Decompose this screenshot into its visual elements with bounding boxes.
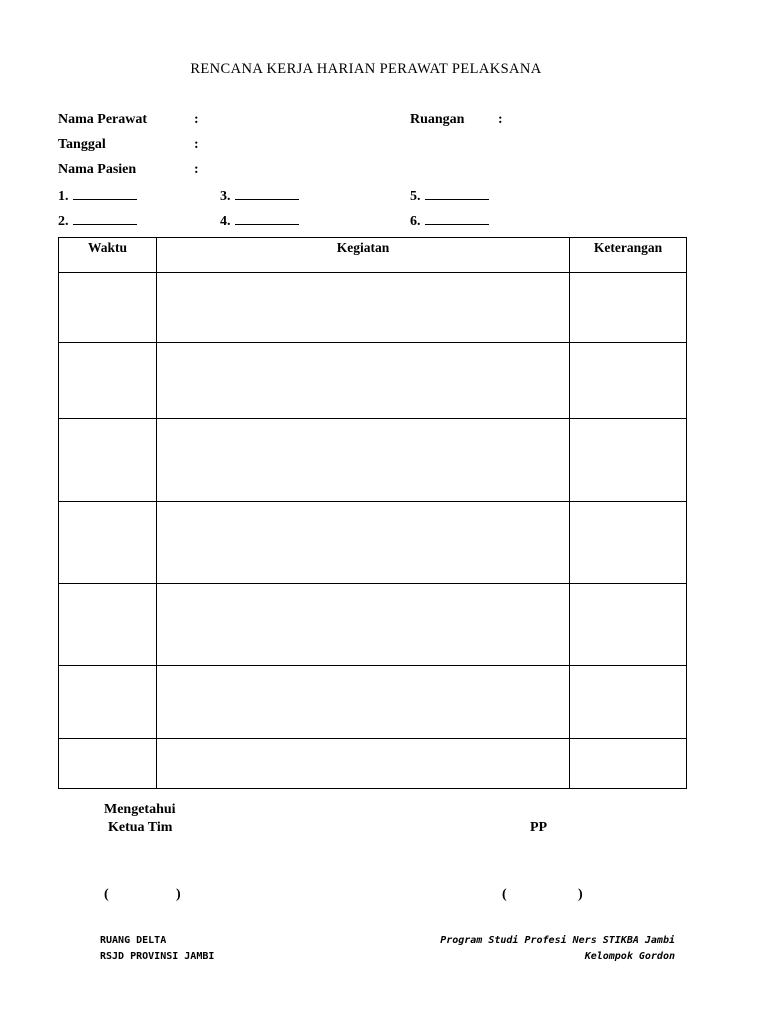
table-row bbox=[59, 419, 687, 502]
blank-item-1 bbox=[58, 187, 137, 205]
header-waktu: Waktu bbox=[59, 238, 157, 273]
ketua-tim-label: Ketua Tim bbox=[108, 820, 173, 835]
waktu-cell[interactable] bbox=[59, 343, 157, 419]
document-title: RENCANA KERJA HARIAN PERAWAT PELAKSANA bbox=[190, 61, 542, 77]
tanggal-colon: : bbox=[194, 137, 199, 152]
keterangan-cell[interactable] bbox=[570, 343, 687, 419]
ketua-tim-paren-close: ) bbox=[176, 887, 181, 902]
kegiatan-cell[interactable] bbox=[157, 584, 570, 666]
table-row bbox=[59, 739, 687, 789]
blank-number: 5. bbox=[410, 189, 421, 204]
blank-number: 1. bbox=[58, 189, 69, 204]
blank-number: 3. bbox=[220, 189, 231, 204]
waktu-cell[interactable] bbox=[59, 419, 157, 502]
nama-perawat-colon: : bbox=[194, 112, 199, 127]
kegiatan-cell[interactable] bbox=[157, 343, 570, 419]
table-header-row bbox=[59, 238, 687, 273]
kegiatan-cell[interactable] bbox=[157, 666, 570, 739]
keterangan-cell[interactable] bbox=[570, 419, 687, 502]
blank-line bbox=[73, 212, 137, 225]
tanggal-label: Tanggal bbox=[58, 137, 106, 152]
waktu-cell[interactable] bbox=[59, 273, 157, 343]
pp-label: PP bbox=[530, 820, 548, 835]
waktu-cell[interactable] bbox=[59, 666, 157, 739]
table-row bbox=[59, 502, 687, 584]
blank-item-4 bbox=[220, 212, 299, 230]
blank-item-2 bbox=[58, 212, 137, 230]
blank-line bbox=[425, 212, 489, 225]
keterangan-cell[interactable] bbox=[570, 666, 687, 739]
pp-paren-close: ) bbox=[578, 887, 583, 902]
waktu-cell[interactable] bbox=[59, 502, 157, 584]
nama-pasien-label: Nama Pasien bbox=[58, 162, 137, 177]
blank-number: 4. bbox=[220, 214, 231, 229]
table-row bbox=[59, 666, 687, 739]
footer-left-line2: RSJD PROVINSI JAMBI bbox=[100, 951, 215, 962]
ruangan-label: Ruangan bbox=[410, 112, 465, 127]
blank-item-5 bbox=[410, 187, 489, 205]
keterangan-cell[interactable] bbox=[570, 584, 687, 666]
blank-line bbox=[425, 187, 489, 200]
table-row bbox=[59, 273, 687, 343]
blank-number: 2. bbox=[58, 214, 69, 229]
ketua-tim-paren-open: ( bbox=[104, 887, 109, 902]
header-keterangan: Keterangan bbox=[570, 238, 687, 273]
nama-pasien-colon: : bbox=[194, 162, 199, 177]
table-row bbox=[59, 584, 687, 666]
keterangan-cell[interactable] bbox=[570, 273, 687, 343]
table-row bbox=[59, 343, 687, 419]
kegiatan-cell[interactable] bbox=[157, 502, 570, 584]
footer-right-line2: Kelompok Gordon bbox=[584, 951, 675, 962]
keterangan-cell[interactable] bbox=[570, 502, 687, 584]
ruangan-colon: : bbox=[498, 112, 503, 127]
blank-number: 6. bbox=[410, 214, 421, 229]
header-kegiatan: Kegiatan bbox=[157, 238, 570, 273]
kegiatan-cell[interactable] bbox=[157, 419, 570, 502]
blank-item-3 bbox=[220, 187, 299, 205]
keterangan-cell[interactable] bbox=[570, 739, 687, 789]
blank-line bbox=[73, 187, 137, 200]
blank-line bbox=[235, 212, 299, 225]
footer-right-line1: Program Studi Profesi Ners STIKBA Jambi bbox=[440, 935, 675, 946]
blank-line bbox=[235, 187, 299, 200]
kegiatan-cell[interactable] bbox=[157, 739, 570, 789]
activity-table bbox=[58, 237, 687, 789]
pp-paren-open: ( bbox=[502, 887, 507, 902]
waktu-cell[interactable] bbox=[59, 739, 157, 789]
waktu-cell[interactable] bbox=[59, 584, 157, 666]
nama-perawat-label: Nama Perawat bbox=[58, 112, 148, 127]
blank-item-6 bbox=[410, 212, 489, 230]
kegiatan-cell[interactable] bbox=[157, 273, 570, 343]
mengetahui-label: Mengetahui bbox=[104, 802, 176, 817]
footer-left-line1: RUANG DELTA bbox=[100, 935, 167, 946]
